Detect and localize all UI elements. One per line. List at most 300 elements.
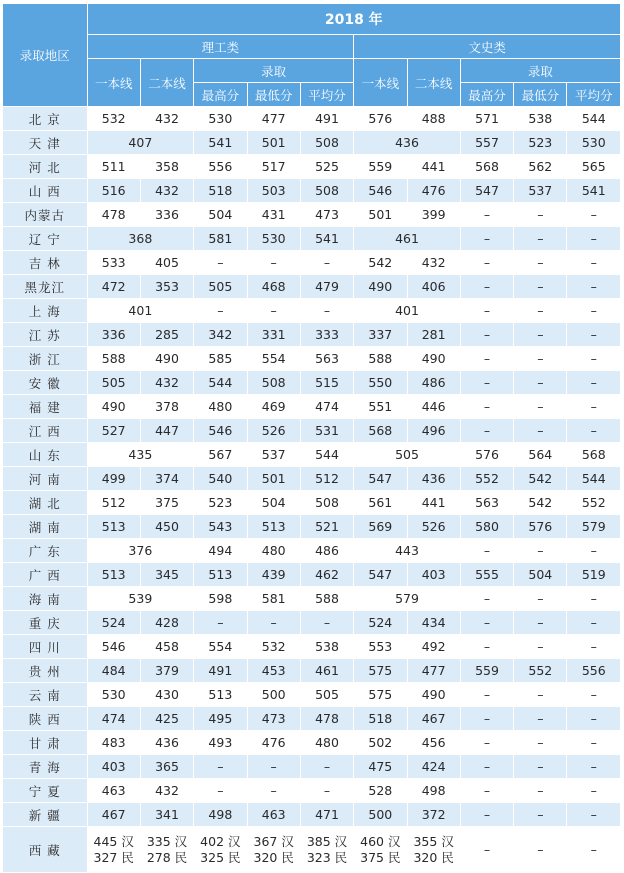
sci-tier2-cell: 378 [140,395,193,419]
lib-min-cell: – [514,347,567,371]
sci-min-cell: 469 [247,395,300,419]
table-row [3,611,621,635]
sci-avg-cell: 333 [300,323,353,347]
lib-tier2-cell: 496 [407,419,460,443]
lib-avg-cell: – [567,275,621,299]
sci-max-cell: – [194,755,247,779]
lib-min-cell: 537 [514,179,567,203]
lib-tier2-cell [407,827,460,873]
sci-avg-cell: 461 [300,659,353,683]
sci-tier2-cell: 353 [140,275,193,299]
region-cell: 上 海 [3,299,88,323]
sci-min-cell: 439 [247,563,300,587]
lib-tier2-cell: 476 [407,179,460,203]
sci-avg-cell: 479 [300,275,353,299]
lib-tier2-cell: 399 [407,203,460,227]
sci-tier1-cell: 505 [87,371,140,395]
sci-max-cell: 546 [194,419,247,443]
sci-max-cell: 581 [194,227,247,251]
lib-avg-cell: – [567,323,621,347]
table-row [3,347,621,371]
lib-tier1-cell: 553 [354,635,407,659]
sci-min-cell [247,827,300,873]
region-cell: 青 海 [3,755,88,779]
lib-max-cell: 559 [460,659,513,683]
lib-max-cell: 576 [460,443,513,467]
admission-score-table [2,3,621,873]
sci-tier2-cell: 436 [140,731,193,755]
sci-min-cell: 468 [247,275,300,299]
lib-min-cell: 504 [514,563,567,587]
sci-tier1-cell: 490 [87,395,140,419]
region-cell: 江 西 [3,419,88,443]
lib-tier2-cell: 477 [407,659,460,683]
table-row [3,251,621,275]
sci-tier2-cell: 490 [140,347,193,371]
sci-min-cell: – [247,251,300,275]
sci-max-cell: 518 [194,179,247,203]
sci-tier1-cell: 533 [87,251,140,275]
table-row [3,587,621,611]
lib-max-cell: – [460,227,513,251]
region-cell: 云 南 [3,683,88,707]
sci-min-cell: – [247,611,300,635]
lib-max-cell: – [460,275,513,299]
sci-avg-cell: 474 [300,395,353,419]
lib-max-cell: – [460,347,513,371]
han-score: 385 汉 [306,833,348,849]
sci-tier1-cell: 530 [87,683,140,707]
sci-min-cell: 476 [247,731,300,755]
lib-avg-cell: – [567,347,621,371]
lib-tier1-cell: 551 [354,395,407,419]
han-score: 367 汉 [253,833,294,849]
sci-tier1-cell [87,827,140,873]
table-row [3,131,621,155]
lib-avg-cell: 519 [567,563,621,587]
lib-avg-cell: 556 [567,659,621,683]
lib-tier2-cell: 434 [407,611,460,635]
sci-min-cell: 581 [247,587,300,611]
sci-min-cell: 480 [247,539,300,563]
region-cell: 四 川 [3,635,88,659]
sci-max-cell: 541 [194,131,247,155]
sci-avg-cell: 491 [300,107,353,131]
sci-avg-cell: 538 [300,635,353,659]
lib-tier2-cell: 498 [407,779,460,803]
lib-max-cell: – [460,707,513,731]
han-score: 460 汉 [360,833,401,849]
lib-avg-cell: – [567,803,621,827]
sci-tier1-cell: 403 [87,755,140,779]
sci-min-cell: 477 [247,107,300,131]
table-row [3,107,621,131]
sci-merged-line-cell: 368 [87,227,194,251]
lib-tier2-cell: 406 [407,275,460,299]
sci-avg-cell: 515 [300,371,353,395]
lib-tier1-cell: 546 [354,179,407,203]
sci-min-header: 最低分 [247,83,300,107]
lib-tier1-cell: 500 [354,803,407,827]
table-body [3,107,621,873]
sci-tier1-cell: 484 [87,659,140,683]
sci-avg-cell: 563 [300,347,353,371]
sci-avg-cell: 508 [300,179,353,203]
lib-tier2-cell: 281 [407,323,460,347]
lib-max-cell: – [460,611,513,635]
lib-avg-header: 平均分 [567,83,621,107]
region-cell: 吉 林 [3,251,88,275]
lib-max-cell: 557 [460,131,513,155]
sci-avg-cell: 525 [300,155,353,179]
table-row [3,227,621,251]
sci-tier2-cell: 341 [140,803,193,827]
sci-avg-cell: – [300,779,353,803]
sci-tier1-cell: 516 [87,179,140,203]
lib-max-cell: 547 [460,179,513,203]
sci-tier2-header: 二本线 [140,59,193,107]
lib-min-cell: – [514,707,567,731]
region-cell: 重 庆 [3,611,88,635]
sci-tier2-cell: 432 [140,371,193,395]
lib-min-cell: – [514,803,567,827]
lib-tier2-cell: 490 [407,683,460,707]
han-score: 402 汉 [200,833,241,849]
lib-tier2-cell: 441 [407,155,460,179]
lib-min-cell: – [514,419,567,443]
sci-min-cell: 431 [247,203,300,227]
minority-score: 325 民 [200,849,241,865]
sci-max-header: 最高分 [194,83,247,107]
lib-tier2-cell: 492 [407,635,460,659]
lib-min-cell: – [514,323,567,347]
lib-max-cell: 555 [460,563,513,587]
lib-avg-cell: – [567,827,621,873]
lib-min-cell: – [514,731,567,755]
sci-merged-line-cell: 376 [87,539,194,563]
lib-min-cell: – [514,683,567,707]
region-cell: 河 北 [3,155,88,179]
lib-max-cell: 580 [460,515,513,539]
lib-max-cell: – [460,203,513,227]
lib-tier1-cell: 501 [354,203,407,227]
lib-avg-cell: – [567,731,621,755]
sci-tier1-cell: 472 [87,275,140,299]
sci-max-cell: – [194,779,247,803]
sci-tier2-cell: 374 [140,467,193,491]
sci-min-cell: 554 [247,347,300,371]
sci-tier1-cell: 511 [87,155,140,179]
table-row [3,755,621,779]
region-cell: 福 建 [3,395,88,419]
lib-tier1-cell [354,827,407,873]
sci-min-cell: 532 [247,635,300,659]
table-row [3,467,621,491]
lib-max-cell: – [460,539,513,563]
region-cell: 西 藏 [3,827,88,873]
lib-min-cell: 564 [514,443,567,467]
sci-min-cell: 331 [247,323,300,347]
table-row [3,491,621,515]
lib-avg-cell: – [567,251,621,275]
sci-max-cell: 543 [194,515,247,539]
sci-avg-cell: 541 [300,227,353,251]
table-row [3,203,621,227]
lib-admit-header: 录取 [460,59,620,83]
sci-merged-line-cell: 435 [87,443,194,467]
lib-max-cell: – [460,419,513,443]
lib-tier2-cell: 488 [407,107,460,131]
table-row [3,683,621,707]
sci-tier1-cell: 512 [87,491,140,515]
sci-max-cell: 544 [194,371,247,395]
lib-max-cell: 563 [460,491,513,515]
sci-min-cell: 500 [247,683,300,707]
lib-tier2-cell: 436 [407,467,460,491]
sci-tier2-cell: 345 [140,563,193,587]
lib-avg-cell: – [567,227,621,251]
lib-avg-cell: 530 [567,131,621,155]
sci-min-cell: – [247,755,300,779]
year-header: 2018 年 [87,4,620,35]
table-row [3,563,621,587]
sci-max-cell: 491 [194,659,247,683]
sci-min-cell: 504 [247,491,300,515]
lib-max-cell: 568 [460,155,513,179]
sci-max-cell: – [194,611,247,635]
sci-max-cell: 493 [194,731,247,755]
lib-max-cell: 571 [460,107,513,131]
sci-min-cell: 453 [247,659,300,683]
sci-max-cell: 598 [194,587,247,611]
lib-avg-cell: – [567,539,621,563]
sci-avg-cell: 486 [300,539,353,563]
region-header: 录取地区 [3,4,88,107]
region-cell: 安 徽 [3,371,88,395]
sci-max-cell: – [194,251,247,275]
region-cell: 广 东 [3,539,88,563]
lib-avg-cell: 568 [567,443,621,467]
sci-tier2-cell: 450 [140,515,193,539]
sci-max-cell [194,827,247,873]
lib-tier1-header: 一本线 [354,59,407,107]
sci-max-cell: 504 [194,203,247,227]
sci-avg-cell: 508 [300,491,353,515]
sci-max-cell: – [194,299,247,323]
lib-min-cell: – [514,539,567,563]
sci-min-cell: 537 [247,443,300,467]
table-header [3,4,621,107]
lib-merged-line-cell: 461 [354,227,461,251]
region-cell: 海 南 [3,587,88,611]
table-row-tibet [3,827,621,873]
minority-score: 327 民 [93,849,134,865]
sci-tier1-cell: 588 [87,347,140,371]
sci-admit-header: 录取 [194,59,354,83]
table-row [3,155,621,179]
sci-tier2-cell: 336 [140,203,193,227]
region-cell: 山 西 [3,179,88,203]
sci-max-cell: 495 [194,707,247,731]
table-row [3,515,621,539]
sci-avg-cell: 462 [300,563,353,587]
lib-max-cell: – [460,731,513,755]
sci-avg-cell: 531 [300,419,353,443]
sci-tier2-cell: 365 [140,755,193,779]
lib-tier1-cell: 550 [354,371,407,395]
sci-min-cell: 503 [247,179,300,203]
sci-min-cell: 530 [247,227,300,251]
lib-tier1-cell: 568 [354,419,407,443]
lib-tier2-cell: 424 [407,755,460,779]
table-row [3,635,621,659]
lib-tier1-cell: 561 [354,491,407,515]
sci-tier1-cell: 532 [87,107,140,131]
lib-min-cell: – [514,779,567,803]
sci-avg-cell: – [300,755,353,779]
sci-tier1-cell: 336 [87,323,140,347]
lib-min-cell: – [514,371,567,395]
minority-score: 320 民 [413,849,454,865]
table-row [3,803,621,827]
sci-tier1-cell: 478 [87,203,140,227]
lib-tier1-cell: 569 [354,515,407,539]
sci-max-cell: 513 [194,683,247,707]
lib-merged-line-cell: 579 [354,587,461,611]
table-row [3,323,621,347]
lib-tier1-cell: 528 [354,779,407,803]
lib-tier2-cell: 446 [407,395,460,419]
lib-avg-cell: – [567,395,621,419]
sci-min-cell: 508 [247,371,300,395]
sci-tier1-cell: 513 [87,515,140,539]
sci-tier1-header: 一本线 [87,59,140,107]
lib-avg-cell: 544 [567,467,621,491]
table-row [3,299,621,323]
liberal-group-header: 文史类 [354,35,621,59]
lib-min-cell: 523 [514,131,567,155]
sci-avg-cell: 471 [300,803,353,827]
lib-tier1-cell: 588 [354,347,407,371]
han-score: 355 汉 [413,833,454,849]
lib-avg-cell: – [567,683,621,707]
lib-merged-line-cell: 401 [354,299,461,323]
lib-max-cell: – [460,635,513,659]
sci-max-cell: 554 [194,635,247,659]
lib-avg-cell: 541 [567,179,621,203]
table-row [3,659,621,683]
lib-avg-cell: – [567,707,621,731]
sci-avg-cell: 588 [300,587,353,611]
sci-min-cell: 501 [247,131,300,155]
sci-min-cell: 463 [247,803,300,827]
sci-tier1-cell: 467 [87,803,140,827]
lib-tier1-cell: 524 [354,611,407,635]
lib-max-cell: – [460,395,513,419]
lib-max-header: 最高分 [460,83,513,107]
region-cell: 湖 南 [3,515,88,539]
region-cell: 浙 江 [3,347,88,371]
table-row [3,731,621,755]
lib-avg-cell: – [567,635,621,659]
table-row [3,707,621,731]
sci-tier2-cell: 458 [140,635,193,659]
sci-max-cell: 480 [194,395,247,419]
sci-max-cell: 567 [194,443,247,467]
region-cell: 内蒙古 [3,203,88,227]
sci-tier1-cell: 527 [87,419,140,443]
sci-tier2-cell: 375 [140,491,193,515]
sci-min-cell: 517 [247,155,300,179]
sci-tier2-cell: 285 [140,323,193,347]
sci-tier2-cell: 405 [140,251,193,275]
region-cell: 河 南 [3,467,88,491]
lib-tier2-cell: 403 [407,563,460,587]
sci-avg-cell: 521 [300,515,353,539]
lib-tier2-cell: 467 [407,707,460,731]
lib-tier1-cell: 547 [354,467,407,491]
region-cell: 辽 宁 [3,227,88,251]
lib-avg-cell: – [567,587,621,611]
sci-avg-cell: 478 [300,707,353,731]
sci-max-cell: 530 [194,107,247,131]
region-cell: 黑龙江 [3,275,88,299]
sci-min-cell: 473 [247,707,300,731]
lib-tier1-cell: 542 [354,251,407,275]
lib-avg-cell: 544 [567,107,621,131]
sci-tier2-cell: 447 [140,419,193,443]
sci-tier1-cell: 463 [87,779,140,803]
han-score: 445 汉 [93,833,134,849]
lib-min-cell: – [514,275,567,299]
region-cell: 湖 北 [3,491,88,515]
sci-avg-cell: – [300,251,353,275]
table-row [3,395,621,419]
sci-max-cell: 585 [194,347,247,371]
lib-max-cell: – [460,587,513,611]
sci-tier2-cell: 432 [140,179,193,203]
sci-tier2-cell: 358 [140,155,193,179]
lib-tier1-cell: 475 [354,755,407,779]
lib-tier2-header: 二本线 [407,59,460,107]
region-cell: 甘 肃 [3,731,88,755]
lib-tier1-cell: 547 [354,563,407,587]
lib-min-cell: 552 [514,659,567,683]
sci-max-cell: 523 [194,491,247,515]
sci-merged-line-cell: 407 [87,131,194,155]
sci-avg-cell: – [300,611,353,635]
sci-min-cell: – [247,779,300,803]
science-group-header: 理工类 [87,35,354,59]
lib-tier2-cell: 441 [407,491,460,515]
lib-tier1-cell: 518 [354,707,407,731]
lib-avg-cell: 565 [567,155,621,179]
sci-max-cell: 540 [194,467,247,491]
lib-max-cell: – [460,371,513,395]
sci-tier1-cell: 546 [87,635,140,659]
sci-tier1-cell: 499 [87,467,140,491]
lib-tier2-cell: 486 [407,371,460,395]
sci-avg-cell: – [300,299,353,323]
sci-avg-cell: 508 [300,131,353,155]
table-row [3,539,621,563]
lib-max-cell: – [460,779,513,803]
minority-score: 320 民 [253,849,294,865]
sci-tier1-cell: 483 [87,731,140,755]
region-cell: 江 苏 [3,323,88,347]
lib-avg-cell: – [567,371,621,395]
lib-merged-line-cell: 505 [354,443,461,467]
